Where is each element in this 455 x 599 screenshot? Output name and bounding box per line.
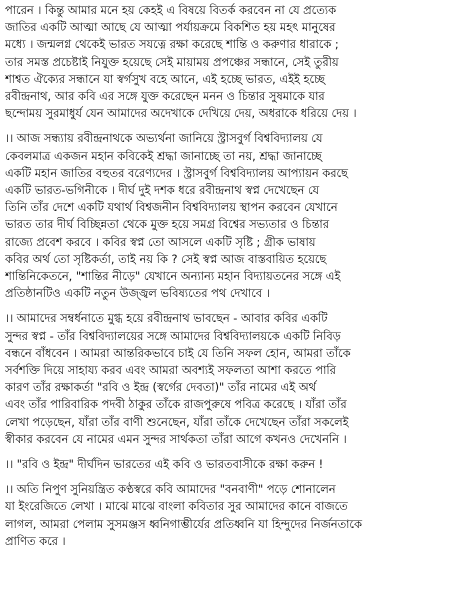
paragraph-5 bbox=[5, 481, 451, 550]
text-line: ।। আজ সন্ধ্যায় রবীন্দ্রনাথকে অভ্যর্থনা জানিয়ে স্ট্রাসবুর্গ বিশ্ববিদ্যালয় যে bbox=[5, 131, 323, 146]
text-line: স্বীকার করবেন যে নামের এমন সুন্দর সার্থকতা তাঁরা আগে কখনও দেখেননি । bbox=[5, 431, 347, 446]
text-line: এবং তাঁর পারিবারিক পদবী ঠাকুর তাঁকে রাজপুরুষে পবিত্র করেছে । যাঁরা তাঁর bbox=[5, 397, 347, 412]
text-line: মধ্যে । জন্মলগ্ন থেকেই ভারত সযত্নে রক্ষা করেছে শান্তি ও করুণার ধারাকে ; bbox=[5, 37, 339, 52]
text-line: তিনি তাঁর দেশে একটি যথার্থ বিশ্বজনীন বিশ্ববিদ্যালয় স্থাপন করবেন যেখানে bbox=[5, 200, 338, 215]
text-line: জাতির একটি আত্মা আছে যে আত্মা পর্যায়ক্রমে বিকশিত হয় মহৎ মানুষের bbox=[5, 20, 336, 35]
text-line: ।। অতি নিপুণ সুনিয়ন্ত্রিত কণ্ঠস্বরে কবি আমাদের "বনবাণী" পড়ে শোনালেন bbox=[5, 482, 336, 497]
text-line: পারেন । কিন্তু আমার মনে হয় কেহই এ বিষয়ে বিতর্ক করবেন না যে প্রত্যেক bbox=[5, 3, 337, 17]
text-line: শান্তিনিকেতনে, "শান্তির নীড়ে" যেখানে অন্যান্য মহান বিদ্যায়তনের সঙ্গে এই bbox=[5, 269, 341, 284]
text-line: ভারত তার দীর্ঘ বিচ্ছিন্নতা থেকে মুক্ত হয়ে সমগ্র বিশ্বের সভ্যতার ও চিন্তার bbox=[5, 217, 329, 232]
text-line: যা ইংরেজিতে লেখা । মাঝে মাঝে বাংলা কবিতার সুর আমাদের কানে বাজতে bbox=[5, 499, 348, 514]
text-line: কেবলমাত্র একজন মহান কবিকেই শ্রদ্ধা জানাচ্ছে তা নয়, শ্রদ্ধা জানাচ্ছে bbox=[5, 148, 322, 163]
text-line: শাশ্বত ঐক্যের সন্ধানে যা স্বর্গসুখ বহে আনে, এই হচ্ছে ভারত, এইই হচ্ছে bbox=[5, 71, 325, 86]
text-line: সুন্দর স্বপ্ন - তাঁর বিশ্ববিদ্যালয়ের সঙ্গে আমাদের বিশ্ববিদ্যালয়কে একটি নিবিড় bbox=[5, 328, 341, 343]
text-line: প্রাণিত করে । bbox=[5, 533, 66, 548]
text-line: বন্ধনে বাঁধবেন । আমরা আন্তরিকভাবে চাই যে তিনি সফল হোন, আমরা তাঁকে bbox=[5, 345, 351, 360]
text-line: কবির অর্থ তো সৃষ্টিকর্তা, তাই নয় কি ? সেই স্বপ্ন আজ বাস্তবায়িত হয়েছে bbox=[5, 251, 327, 266]
text-line: লেখা পড়েছেন, যাঁরা তাঁর বাণী শুনেছেন, যাঁরা তাঁকে দেখেছেন তাঁরা সকলেই bbox=[5, 414, 349, 429]
text-line: প্রতিষ্ঠানটিও একটি নতুন উজ্জ্বল ভবিষ্যতের পথ দেখাবে । bbox=[5, 286, 270, 301]
text-line: একটি ভারত-ভগিনীকে । দীর্ঘ দুই দশক ধরে রবীন্দ্রনাথ স্বপ্ন দেখেছেন যে bbox=[5, 183, 320, 198]
text-line: রাজ্যে প্রবেশ করবে । কবির স্বপ্ন তো আসলে একটি সৃষ্টি ; গ্রীক ভাষায় bbox=[5, 234, 316, 249]
paragraph-2 bbox=[5, 130, 451, 302]
text-line: লাগল, আমরা পেলাম সুসমঞ্জস ধ্বনিগাম্ভীর্যের প্রতিধ্বনি যা হিন্দুদের নির্জনতাকে bbox=[5, 516, 362, 531]
text-line: সর্বশক্তি দিয়ে সাহায্য করব এবং আমরা অবশ্যই সফলতা আশা করতে পারি bbox=[5, 363, 336, 378]
text-line: একটি মহান জাতির বহুতর বরেণ্যদের । স্ট্রাসবুর্গ বিশ্ববিদ্যালয় আপ্যায়ন করছে bbox=[5, 165, 348, 180]
paragraph-3 bbox=[5, 310, 451, 448]
paragraph-4 bbox=[5, 456, 451, 473]
text-line: তার সমস্ত প্রচেষ্টাই নিযুক্ত হয়েছে সেই মায়াময় প্রপঞ্চের সন্ধানে, সেই তুরীয় bbox=[5, 54, 339, 69]
text-line: ।। "রবি ও ইন্দ্র" দীর্ঘদিন ভারতের এই কবি ও ভারতবাসীকে রক্ষা করুন ! bbox=[5, 457, 324, 472]
paragraph-1 bbox=[5, 2, 451, 122]
text-line: কারণ তাঁর রক্ষাকর্তা "রবি ও ইন্দ্র (স্বর্গের দেবতা)" তাঁর নামের এই অর্থ bbox=[5, 380, 316, 395]
text-line: রবীন্দ্রনাথ, আর কবি এর সঙ্গে যুক্ত করেছেন মনন ও চিন্তার সুষমাকে যার bbox=[5, 89, 325, 104]
text-line: ।। আমাদের সম্বর্ধনাতে মুগ্ধ হয়ে রবীন্দ্রনাথ ভাবছেন - আবার কবির একটি bbox=[5, 311, 328, 326]
text-line: ছন্দোময় সুরমাধুর্য যেন আমাদের অদেখাকে দেখিয়ে দেয়, অধরাকে ধরিয়ে দেয় । bbox=[5, 106, 357, 121]
